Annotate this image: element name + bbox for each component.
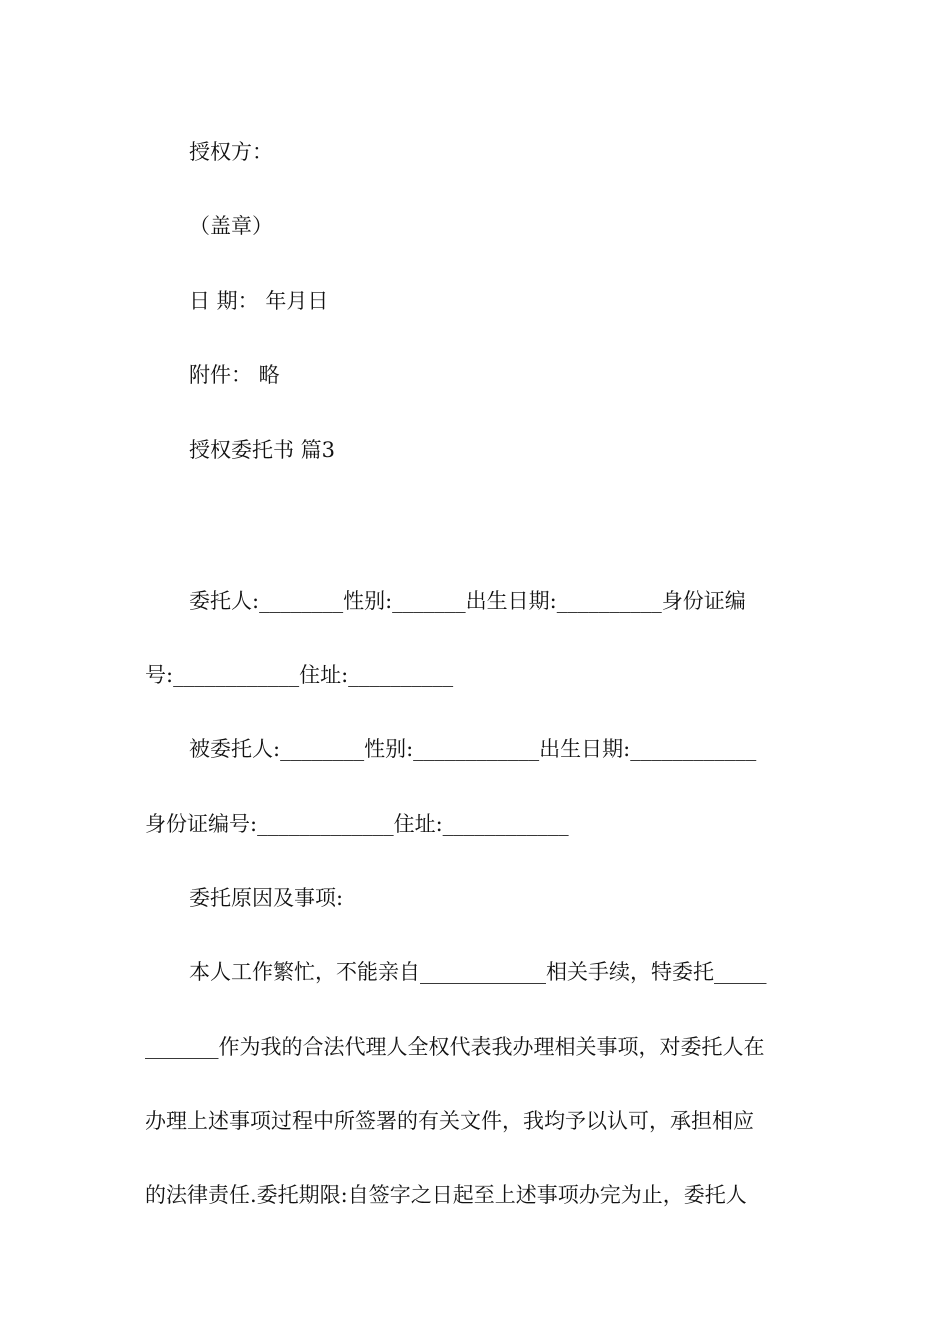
principal-info-line-1: 委托人:________性别:_______出生日期:__________身份证编 <box>189 589 746 613</box>
seal-label: （盖章） <box>189 214 273 238</box>
authorizer-label: 授权方： <box>189 140 273 164</box>
agent-info-line-1: 被委托人:________性别:____________出生日期:____________ <box>189 737 757 761</box>
body-paragraph-line-1: 本人工作繁忙，不能亲自____________相关手续，特委托_____ <box>189 960 767 984</box>
body-paragraph-line-2: _______作为我的合法代理人全权代表我办理相关事项，对委托人在 <box>145 1035 765 1059</box>
reason-heading: 委托原因及事项: <box>189 886 344 910</box>
date-line: 日 期： 年月日 <box>189 289 329 313</box>
body-paragraph-line-3: 办理上述事项过程中所签署的有关文件，我均予以认可，承担相应 <box>145 1109 754 1133</box>
section-title: 授权委托书 篇3 <box>189 438 336 462</box>
agent-info-line-2: 身份证编号:_____________住址:____________ <box>145 812 569 836</box>
body-paragraph-line-4: 的法律责任.委托期限:自签字之日起至上述事项办完为止，委托人 <box>145 1183 747 1207</box>
attachment-line: 附件： 略 <box>189 363 280 387</box>
principal-info-line-2: 号:____________住址:__________ <box>145 663 454 687</box>
